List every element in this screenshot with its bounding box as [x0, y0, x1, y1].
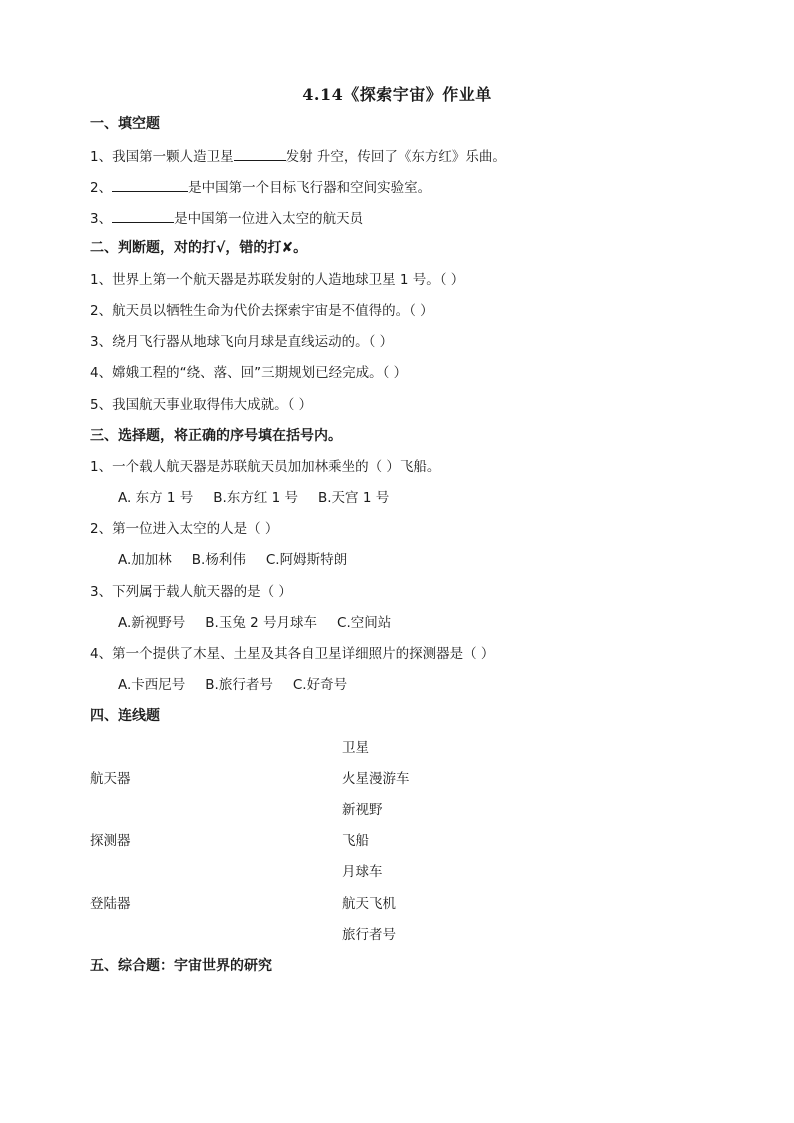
option: B.天宫 1 号	[318, 490, 390, 506]
option: C.阿姆斯特朗	[265, 552, 348, 568]
answer-blank	[112, 208, 174, 223]
choice-question-4: 4、第一个提供了木星、土星及其各自卫星详细照片的探测器是（ ）	[90, 646, 495, 662]
section-true-false-heading: 二、判断题，对的打√，错的打✘。	[90, 240, 308, 256]
fill-blank-question-3	[90, 208, 363, 228]
match-right-item: 月球车	[342, 864, 383, 880]
choice-question-3: 3、下列属于载人航天器的是（ ）	[90, 584, 292, 600]
true-false-item: 4、嫦娥工程的“绕、落、回”三期规划已经完成。（ ）	[90, 365, 408, 381]
choice-question-2: 2、第一位进入太空的人是（ ）	[90, 521, 279, 537]
answer-blank	[112, 177, 188, 192]
match-right-item: 航天飞机	[342, 896, 396, 912]
question-text-part1: 2、	[90, 180, 113, 196]
page-title: 4.14《探索宇宙》作业单	[302, 85, 492, 104]
question-text-part1: 1、我国第一颗人造卫星	[90, 149, 234, 165]
match-left-item: 航天器	[90, 771, 131, 787]
true-false-item: 1、世界上第一个航天器是苏联发射的人造地球卫星 1 号。（ ）	[90, 272, 465, 288]
match-right-item: 火星漫游车	[342, 771, 410, 787]
fill-blank-question-2	[90, 177, 431, 197]
option: C.好奇号	[292, 677, 348, 693]
option: B.杨利伟	[191, 552, 246, 568]
choice-options-2	[118, 551, 347, 569]
match-right-item: 旅行者号	[342, 927, 396, 943]
choice-options-4	[118, 676, 347, 694]
match-left-item: 登陆器	[90, 896, 131, 912]
true-false-item: 5、我国航天事业取得伟大成就。（ ）	[90, 397, 313, 413]
match-left-item: 探测器	[90, 833, 131, 849]
question-text-part2: 发射 升空，传回了《东方红》乐曲。	[285, 149, 506, 165]
choice-question-1: 1、一个载人航天器是苏联航天员加加林乘坐的（ ）飞船。	[90, 459, 441, 475]
option: A.卡西尼号	[118, 677, 186, 693]
section-multiple-choice-heading: 三、选择题，将正确的序号填在括号内。	[90, 428, 342, 444]
match-right-item: 新视野	[342, 802, 383, 818]
choice-options-1	[118, 489, 389, 507]
fill-blank-question-1	[90, 146, 506, 166]
option: C.空间站	[337, 615, 392, 631]
option: A.加加林	[118, 552, 172, 568]
section-comprehensive-heading: 五、综合题：宇宙世界的研究	[90, 958, 272, 974]
match-right-item: 卫星	[342, 740, 369, 756]
option: A. 东方 1 号	[118, 490, 194, 506]
true-false-item: 2、航天员以牺牲生命为代价去探索宇宙是不值得的。（ ）	[90, 303, 434, 319]
true-false-item: 3、绕月飞行器从地球飞向月球是直线运动的。（ ）	[90, 334, 394, 350]
option: B.玉兔 2 号月球车	[205, 615, 318, 631]
section-fill-blank-heading: 一、填空题	[90, 116, 160, 132]
section-matching-heading: 四、连线题	[90, 708, 160, 724]
question-text-part2: 是中国第一个目标飞行器和空间实验室。	[188, 180, 432, 196]
match-right-item: 飞船	[342, 833, 369, 849]
question-text-part1: 3、	[90, 211, 113, 227]
question-text-part2: 是中国第一位进入太空的航天员	[174, 211, 364, 227]
option: B.旅行者号	[205, 677, 273, 693]
option: A.新视野号	[118, 615, 186, 631]
choice-options-3	[118, 614, 391, 632]
answer-blank	[234, 146, 286, 161]
option: B.东方红 1 号	[213, 490, 298, 506]
